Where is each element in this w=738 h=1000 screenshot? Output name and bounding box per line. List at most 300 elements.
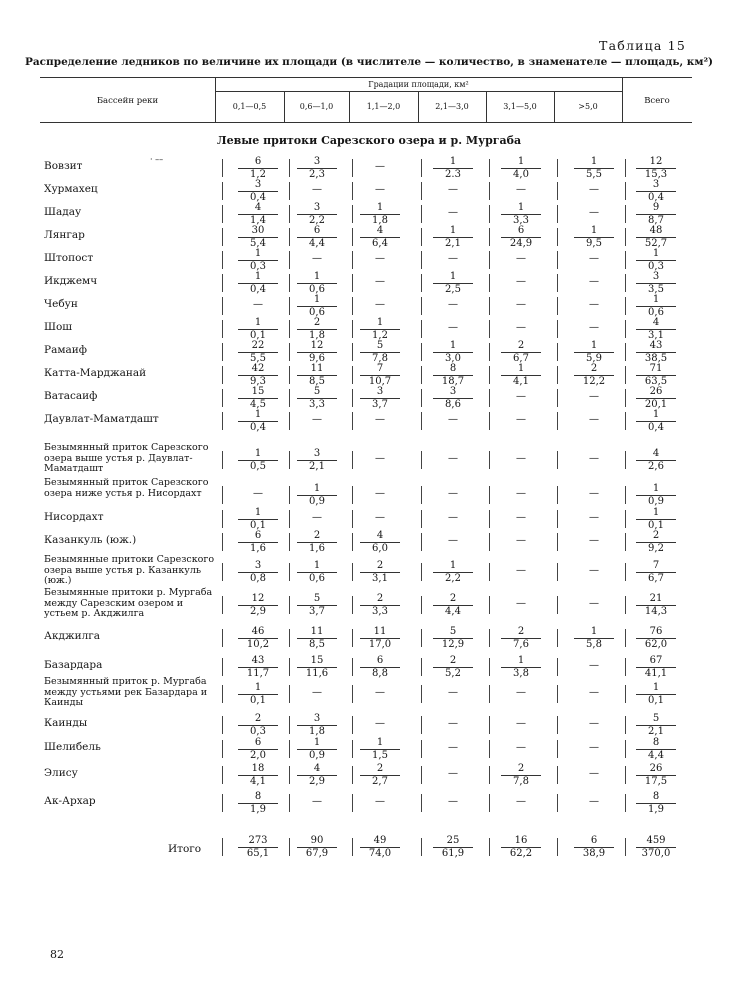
- row-separator: [222, 685, 223, 703]
- cell-area: 3,7: [372, 399, 388, 410]
- row-separator: [222, 412, 223, 430]
- row-separator: [489, 596, 490, 614]
- row-separator: [625, 182, 626, 200]
- row-separator: [289, 486, 290, 504]
- cell-area: 2,2: [309, 215, 325, 226]
- cell-area: 4,1: [513, 376, 529, 387]
- row-separator: [625, 740, 626, 758]
- empty-cell: —: [375, 718, 385, 729]
- cell-count: 1: [590, 225, 598, 236]
- row-separator: [421, 563, 422, 581]
- cell-count: 1: [652, 507, 660, 518]
- cell-count: 4: [313, 763, 321, 774]
- empty-cell: —: [516, 414, 526, 425]
- cell-area: 3,3: [513, 215, 529, 226]
- cell-count: 26: [649, 386, 663, 397]
- row-separator: [222, 251, 223, 269]
- row-separator: [489, 794, 490, 812]
- cell-count: 16: [514, 835, 528, 846]
- row-separator: [289, 563, 290, 581]
- row-separator: [289, 716, 290, 734]
- header-bottom-rule: [40, 122, 692, 123]
- empty-cell: —: [516, 184, 526, 195]
- empty-cell: —: [375, 299, 385, 310]
- row-separator: [557, 251, 558, 269]
- cell-count: 2: [517, 626, 525, 637]
- cell-count: 9: [652, 202, 660, 213]
- row-separator: [421, 766, 422, 784]
- row-separator: [489, 274, 490, 292]
- row-separator: [557, 228, 558, 246]
- row-separator: [289, 320, 290, 338]
- cell-area: 1,8: [309, 330, 325, 341]
- cell-area: 62,0: [644, 639, 668, 650]
- empty-cell: —: [375, 184, 385, 195]
- header-col-2: 0,6—1,0: [299, 102, 334, 111]
- row-separator: [289, 510, 290, 528]
- cell-count: 21: [649, 593, 663, 604]
- empty-cell: —: [589, 253, 599, 264]
- cell-count: 4: [376, 225, 384, 236]
- cell-area: 0,1: [648, 520, 664, 531]
- cell-area: 52,7: [644, 238, 668, 249]
- cell-area: 0,4: [648, 192, 664, 203]
- row-separator: [625, 629, 626, 647]
- row-separator: [489, 838, 490, 856]
- cell-area: 10,2: [246, 639, 270, 650]
- empty-cell: —: [253, 299, 263, 310]
- basin-name: Базардара: [44, 659, 103, 671]
- row-separator: [289, 228, 290, 246]
- cell-area: 3,3: [372, 606, 388, 617]
- row-separator: [352, 794, 353, 812]
- row-separator: [421, 451, 422, 469]
- cell-area: 24,9: [509, 238, 533, 249]
- row-separator: [421, 228, 422, 246]
- cell-count: 1: [652, 409, 660, 420]
- row-separator: [421, 412, 422, 430]
- empty-cell: —: [253, 488, 263, 499]
- cell-area: 1,2: [250, 169, 266, 180]
- cell-count: 1: [313, 294, 321, 305]
- row-separator: [489, 320, 490, 338]
- cell-area: 11,7: [246, 668, 270, 679]
- cell-count: 1: [313, 271, 321, 282]
- cell-count: 1: [313, 483, 321, 494]
- cell-count: 1: [590, 626, 598, 637]
- cell-area: 4,4: [648, 750, 664, 761]
- empty-cell: —: [589, 535, 599, 546]
- cell-area: 5,9: [586, 353, 602, 364]
- row-separator: [352, 451, 353, 469]
- row-separator: [489, 389, 490, 407]
- cell-count: 30: [251, 225, 265, 236]
- cell-count: 48: [649, 225, 663, 236]
- empty-cell: —: [589, 322, 599, 333]
- row-separator: [557, 412, 558, 430]
- empty-cell: —: [448, 768, 458, 779]
- empty-cell: —: [516, 322, 526, 333]
- cell-count: 1: [449, 340, 457, 351]
- empty-cell: —: [375, 453, 385, 464]
- cell-area: 3,1: [648, 330, 664, 341]
- row-separator: [222, 182, 223, 200]
- row-separator: [421, 794, 422, 812]
- cell-count: 8: [652, 791, 660, 802]
- cell-area: 2,2: [445, 573, 461, 584]
- cell-count: 71: [649, 363, 663, 374]
- cell-area: 2,1: [309, 461, 325, 472]
- empty-cell: —: [448, 535, 458, 546]
- row-separator: [421, 274, 422, 292]
- cell-area: 0,9: [309, 496, 325, 507]
- cell-area: 0,4: [250, 192, 266, 203]
- cell-count: 459: [646, 835, 666, 846]
- cell-count: 1: [376, 737, 384, 748]
- cell-area: 0,1: [648, 695, 664, 706]
- basin-name: Рамаиф: [44, 344, 87, 356]
- cell-count: 2: [376, 593, 384, 604]
- cell-count: 1: [313, 560, 321, 571]
- row-separator: [625, 533, 626, 551]
- cell-area: 4,0: [513, 169, 529, 180]
- row-separator: [352, 510, 353, 528]
- row-separator: [289, 159, 290, 177]
- empty-cell: —: [516, 453, 526, 464]
- empty-cell: —: [312, 253, 322, 264]
- cell-count: 3: [313, 156, 321, 167]
- row-separator: [489, 486, 490, 504]
- empty-cell: —: [516, 535, 526, 546]
- basin-name: Элису: [44, 767, 78, 779]
- empty-cell: —: [312, 687, 322, 698]
- empty-cell: —: [448, 718, 458, 729]
- cell-area: 2,9: [250, 606, 266, 617]
- row-separator: [352, 412, 353, 430]
- cell-area: 17,5: [644, 776, 668, 787]
- empty-cell: —: [448, 299, 458, 310]
- header-col-6: >5,0: [578, 102, 598, 111]
- empty-cell: —: [516, 391, 526, 402]
- cell-area: 0,6: [309, 573, 325, 584]
- cell-count: 6: [254, 737, 262, 748]
- row-separator: [352, 716, 353, 734]
- row-separator: [489, 343, 490, 361]
- empty-cell: —: [448, 796, 458, 807]
- empty-cell: —: [312, 184, 322, 195]
- cell-area: 0,4: [250, 422, 266, 433]
- row-separator: [625, 658, 626, 676]
- cell-area: 2,5: [445, 284, 461, 295]
- empty-cell: —: [375, 253, 385, 264]
- row-separator: [352, 740, 353, 758]
- cell-area: 0,9: [648, 496, 664, 507]
- row-separator: [222, 297, 223, 315]
- cell-area: 4,4: [445, 606, 461, 617]
- row-separator: [352, 205, 353, 223]
- row-separator: [421, 389, 422, 407]
- row-separator: [289, 182, 290, 200]
- cell-area: 65,1: [246, 848, 270, 859]
- row-separator: [557, 766, 558, 784]
- cell-count: 1: [590, 156, 598, 167]
- cell-area: 2,1: [445, 238, 461, 249]
- cell-count: 1: [449, 560, 457, 571]
- row-separator: [222, 486, 223, 504]
- cell-count: 26: [649, 763, 663, 774]
- header-col-5: 3,1—5,0: [503, 102, 537, 111]
- cell-area: 0,1: [250, 520, 266, 531]
- row-separator: [557, 486, 558, 504]
- cell-count: 1: [376, 317, 384, 328]
- row-separator: [289, 451, 290, 469]
- cell-area: 1,8: [372, 215, 388, 226]
- cell-count: 1: [254, 271, 262, 282]
- row-separator: [222, 205, 223, 223]
- empty-cell: —: [589, 488, 599, 499]
- row-separator: [625, 685, 626, 703]
- cell-count: 2: [652, 530, 660, 541]
- empty-cell: —: [448, 488, 458, 499]
- empty-cell: —: [589, 796, 599, 807]
- row-separator: [352, 838, 353, 856]
- cell-area: 6,0: [372, 543, 388, 554]
- row-separator: [421, 658, 422, 676]
- cell-area: 63,5: [644, 376, 668, 387]
- totals-label: Итого: [168, 843, 202, 855]
- cell-count: 4: [652, 317, 660, 328]
- empty-cell: —: [516, 488, 526, 499]
- row-separator: [489, 563, 490, 581]
- empty-cell: —: [516, 253, 526, 264]
- cell-area: 8,7: [648, 215, 664, 226]
- cell-area: 6,7: [513, 353, 529, 364]
- cell-count: 8: [449, 363, 457, 374]
- header-col-4: 2,1—3,0: [435, 102, 469, 111]
- cell-area: 1,2: [372, 330, 388, 341]
- row-separator: [289, 658, 290, 676]
- row-separator: [289, 343, 290, 361]
- cell-area: 10,7: [368, 376, 392, 387]
- row-separator: [421, 510, 422, 528]
- basin-name: Лянгар: [44, 229, 85, 241]
- basin-name: Вовзит: [44, 160, 83, 172]
- cell-count: 6: [254, 530, 262, 541]
- row-separator: [557, 510, 558, 528]
- header-col-1: 0,1—0,5: [232, 102, 267, 111]
- cell-area: 0,6: [309, 307, 325, 318]
- cell-count: 1: [517, 655, 525, 666]
- row-separator: [557, 658, 558, 676]
- row-separator: [489, 685, 490, 703]
- row-separator: [625, 838, 626, 856]
- cell-count: 12: [310, 340, 324, 351]
- cell-area: 5,5: [586, 169, 602, 180]
- row-separator: [222, 320, 223, 338]
- cell-count: 3: [652, 271, 660, 282]
- cell-area: 0,6: [648, 307, 664, 318]
- cell-area: 61,9: [441, 848, 465, 859]
- cell-count: 90: [310, 835, 324, 846]
- cell-count: 18: [251, 763, 265, 774]
- cell-count: 1: [517, 156, 525, 167]
- cell-area: 3,8: [513, 668, 529, 679]
- empty-cell: —: [589, 391, 599, 402]
- row-separator: [222, 596, 223, 614]
- basin-name: Шадау: [44, 206, 82, 218]
- row-separator: [289, 794, 290, 812]
- cell-count: 11: [373, 626, 387, 637]
- cell-count: 2: [517, 763, 525, 774]
- cell-area: 74,0: [368, 848, 392, 859]
- row-separator: [557, 320, 558, 338]
- cell-area: 18,7: [441, 376, 465, 387]
- row-separator: [489, 412, 490, 430]
- cell-count: 8: [652, 737, 660, 748]
- cell-count: 5: [376, 340, 384, 351]
- row-separator: [625, 343, 626, 361]
- empty-cell: —: [516, 598, 526, 609]
- basin-name: Шош: [44, 321, 73, 333]
- row-separator: [352, 182, 353, 200]
- cell-area: 3,1: [372, 573, 388, 584]
- row-separator: [489, 205, 490, 223]
- row-separator: [352, 297, 353, 315]
- basin-name: Акджилга: [44, 630, 101, 642]
- row-separator: [352, 228, 353, 246]
- cell-area: 2,3: [309, 169, 325, 180]
- cell-count: 11: [310, 626, 324, 637]
- row-separator: [222, 658, 223, 676]
- row-separator: [421, 629, 422, 647]
- empty-cell: —: [589, 742, 599, 753]
- row-separator: [557, 159, 558, 177]
- row-separator: [557, 297, 558, 315]
- cell-count: 2: [376, 763, 384, 774]
- basin-name: Нисордахт: [44, 511, 104, 523]
- cell-area: 11,6: [305, 668, 329, 679]
- section-subtitle: Левые притоки Сарезского озера и р. Мургаба: [216, 134, 522, 147]
- basin-name: Икджемч: [44, 275, 98, 287]
- cell-count: 6: [376, 655, 384, 666]
- cell-count: 2: [517, 340, 525, 351]
- row-separator: [625, 563, 626, 581]
- cell-count: 46: [251, 626, 265, 637]
- row-separator: [352, 343, 353, 361]
- cell-count: 12: [251, 593, 265, 604]
- empty-cell: —: [589, 718, 599, 729]
- cell-area: 8,5: [309, 376, 325, 387]
- row-separator: [625, 297, 626, 315]
- cell-count: 8: [254, 791, 262, 802]
- cell-area: 41,1: [644, 668, 668, 679]
- cell-area: 14,3: [644, 606, 668, 617]
- empty-cell: —: [448, 414, 458, 425]
- cell-area: 38,5: [644, 353, 668, 364]
- cell-count: 1: [254, 682, 262, 693]
- row-separator: [489, 228, 490, 246]
- cell-count: 3: [652, 179, 660, 190]
- cell-count: 22: [251, 340, 265, 351]
- cell-area: 0,4: [250, 284, 266, 295]
- row-separator: [421, 716, 422, 734]
- empty-cell: —: [375, 488, 385, 499]
- cell-count: 1: [254, 248, 262, 259]
- row-separator: [289, 389, 290, 407]
- empty-cell: —: [589, 660, 599, 671]
- header-col-3: 1,1—2,0: [366, 102, 401, 111]
- cell-count: 2: [313, 530, 321, 541]
- row-separator: [222, 533, 223, 551]
- cell-count: 6: [313, 225, 321, 236]
- basin-name: Ватасаиф: [44, 390, 98, 402]
- row-separator: [625, 389, 626, 407]
- row-separator: [289, 533, 290, 551]
- cell-area: 1,8: [309, 726, 325, 737]
- empty-cell: —: [448, 253, 458, 264]
- row-separator: [352, 658, 353, 676]
- basin-name: Ак-Архар: [44, 795, 96, 807]
- row-separator: [421, 159, 422, 177]
- basin-name: Казанкуль (юж.): [44, 534, 137, 546]
- row-separator: [489, 658, 490, 676]
- cell-count: 12: [649, 156, 663, 167]
- row-separator: [222, 343, 223, 361]
- cell-area: 5,5: [250, 353, 266, 364]
- cell-area: 370,0: [641, 848, 671, 859]
- cell-area: 5,2: [445, 668, 461, 679]
- row-separator: [557, 343, 558, 361]
- row-separator: [289, 412, 290, 430]
- cell-area: 2,0: [250, 750, 266, 761]
- cell-area: 9,5: [586, 238, 602, 249]
- cell-area: 8,8: [372, 668, 388, 679]
- empty-cell: —: [516, 565, 526, 576]
- basin-name: Хурмахец: [44, 183, 98, 195]
- cell-area: 2,6: [648, 461, 664, 472]
- row-separator: [557, 740, 558, 758]
- cell-area: 17,0: [368, 639, 392, 650]
- row-separator: [625, 228, 626, 246]
- cell-count: 2: [590, 363, 598, 374]
- empty-cell: —: [448, 322, 458, 333]
- row-separator: [222, 766, 223, 784]
- row-separator: [489, 366, 490, 384]
- cell-count: 7: [376, 363, 384, 374]
- cell-area: 38,9: [582, 848, 606, 859]
- basin-name: Безымянный приток р. Мургаба между устьями рек Базардара и Каинды: [44, 676, 208, 708]
- cell-count: 3: [313, 713, 321, 724]
- row-separator: [222, 159, 223, 177]
- cell-count: 1: [254, 448, 262, 459]
- empty-cell: —: [516, 512, 526, 523]
- empty-cell: —: [589, 414, 599, 425]
- basin-name: Каинды: [44, 717, 88, 729]
- cell-area: 2,9: [309, 776, 325, 787]
- cell-count: 2: [449, 655, 457, 666]
- empty-cell: —: [589, 512, 599, 523]
- cell-area: 1,6: [309, 543, 325, 554]
- cell-count: 1: [517, 363, 525, 374]
- cell-area: 5,8: [586, 639, 602, 650]
- cell-area: 1,5: [372, 750, 388, 761]
- cell-count: 3: [376, 386, 384, 397]
- row-separator: [352, 563, 353, 581]
- empty-cell: —: [448, 742, 458, 753]
- basin-name: Штопост: [44, 252, 94, 264]
- basin-name: Шелибель: [44, 741, 101, 753]
- cell-count: 67: [649, 655, 663, 666]
